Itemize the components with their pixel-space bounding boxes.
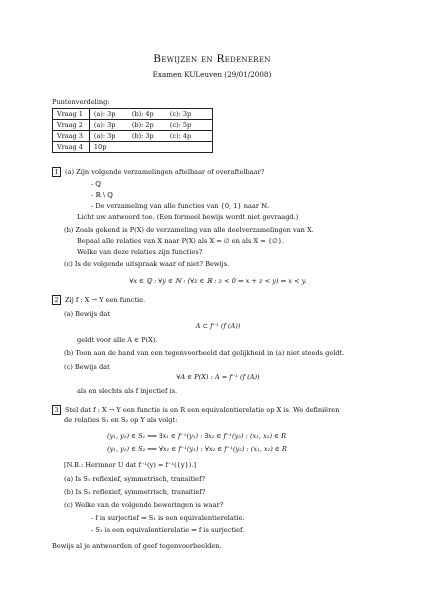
points-cell: (c): 5p	[169, 120, 192, 129]
q1c-line: (c) Is de volgende uitspraak waar of niet? Bewijs.	[64, 260, 230, 268]
points-row-name: Vraag 2	[53, 120, 90, 131]
question-number-box: 1	[52, 167, 61, 177]
points-row	[53, 120, 213, 131]
q1a-item: - ℚ	[91, 180, 102, 188]
question-1-header	[52, 167, 264, 177]
page-title: Bewijzen en Redeneren	[153, 53, 271, 65]
q2c-line: (c) Bewijs dat	[64, 363, 110, 371]
q3c-line: (c) Welke van de volgende beweringen is waar?	[64, 501, 224, 509]
q1a-intro: (a) Zijn volgende verzamelingen aftelbaar of overaftelbaar?	[65, 168, 265, 176]
q2b-line: (b) Toon aan de hand van een tegenvoorbeeld dat gelijkheid in (a) niet steeds geldt.	[64, 349, 345, 357]
points-row-name: Vraag 1	[53, 109, 90, 120]
q3c-item: - f is surjectief ⇒ S₁ is een equivalentierelatie.	[91, 514, 245, 522]
points-cell: (b): 3p	[131, 131, 154, 140]
q3-intro-cont: de relaties S₁ en S₂ op Y als volgt:	[64, 416, 178, 424]
points-heading: Puntenverdeling:	[52, 98, 110, 106]
points-cell: (c): 3p	[169, 109, 192, 118]
question-number-box: 2	[52, 295, 61, 305]
points-cell: 10p	[93, 142, 107, 151]
q1b-line: Bepaal alle relaties van X naar P(X) als X = ∅ en als X = {∅}.	[77, 237, 285, 245]
question-number-box: 3	[52, 405, 61, 415]
points-cell: (a): 3p	[93, 131, 116, 140]
points-row	[53, 142, 213, 153]
q3-def-s1: (y₁, y₂) ∈ S₁ ⟺ ∃x₁ ∈ f⁻¹(y₁) : ∃x₂ ∈ f⁻¹(y₂) : (x₁, x₂) ∈ R	[107, 432, 287, 440]
q2a-after: geldt voor alle A ∈ P(X).	[77, 336, 158, 344]
q3-intro: Stel dat f : X → Y een functie is en R een equivalentierelatie op X is. We definiëren	[65, 406, 340, 414]
q2c-after: als en slechts als f injectief is.	[77, 387, 178, 395]
points-row	[53, 109, 213, 120]
points-cell: (c): 4p	[169, 131, 192, 140]
question-3-header	[52, 405, 339, 415]
q1b-line: (b) Zoals gekend is P(X) de verzameling van alle deelverzamelingen van X.	[64, 226, 314, 234]
points-row-name: Vraag 3	[53, 131, 90, 142]
q1a-item: - ℝ \ ℚ	[91, 191, 113, 199]
points-row	[53, 131, 213, 142]
q2a-line: (a) Bewijs dat	[64, 310, 110, 318]
exam-subtitle: Examen KULeuven (29/01/2008)	[152, 70, 272, 79]
q1c-formula: ∀x ∈ ℚ : ∀y ∈ ℕ : (∀z ∈ ℝ : z < 0 ⇒ x + z < y) ⇒ x < y.	[129, 277, 307, 285]
q3-note: [N.B.: Herinner U dat f⁻¹(y) = f⁻¹({y}).]	[64, 461, 197, 469]
points-cell: (b): 2p	[131, 120, 154, 129]
q3-def-s2: (y₁, y₂) ∈ S₂ ⟺ ∀x₁ ∈ f⁻¹(y₁) : ∀x₂ ∈ f⁻¹(y₂) : (x₁, x₂) ∈ R	[107, 445, 287, 453]
q1a-note: Licht uw antwoord toe. (Een formeel bewijs wordt niet gevraagd.)	[77, 213, 299, 221]
q3a-line: (a) Is S₁ reflexief, symmetrisch, transitief?	[64, 475, 206, 483]
q2a-formula: A ⊂ f⁻¹ (f (A))	[195, 322, 241, 330]
points-cell: (a): 3p	[93, 109, 116, 118]
points-table	[52, 108, 213, 153]
points-cell: (b): 4p	[131, 109, 154, 118]
q1b-line: Welke van deze relaties zijn functies?	[77, 248, 203, 256]
q3c-item: - S₁ is een equivalentierelatie ⇒ f is surjectief.	[91, 526, 245, 534]
points-cell: (a): 3p	[93, 120, 116, 129]
q1a-item: - De verzameling van alle functies van {0, 1} naar ℕ.	[91, 202, 270, 210]
q3b-line: (b) Is S₂ reflexief, symmetrisch, transitief?	[64, 488, 206, 496]
question-2-header	[52, 295, 145, 305]
q2c-formula: ∀A ∈ P(X) : A = f⁻¹ (f (A))	[176, 373, 260, 381]
q3-closing: Bewijs al je antwoorden of geef tegenvoorbeelden.	[52, 542, 222, 550]
q2-intro: Zij f : X → Y een functie.	[65, 296, 146, 304]
points-row-name: Vraag 4	[53, 142, 90, 153]
